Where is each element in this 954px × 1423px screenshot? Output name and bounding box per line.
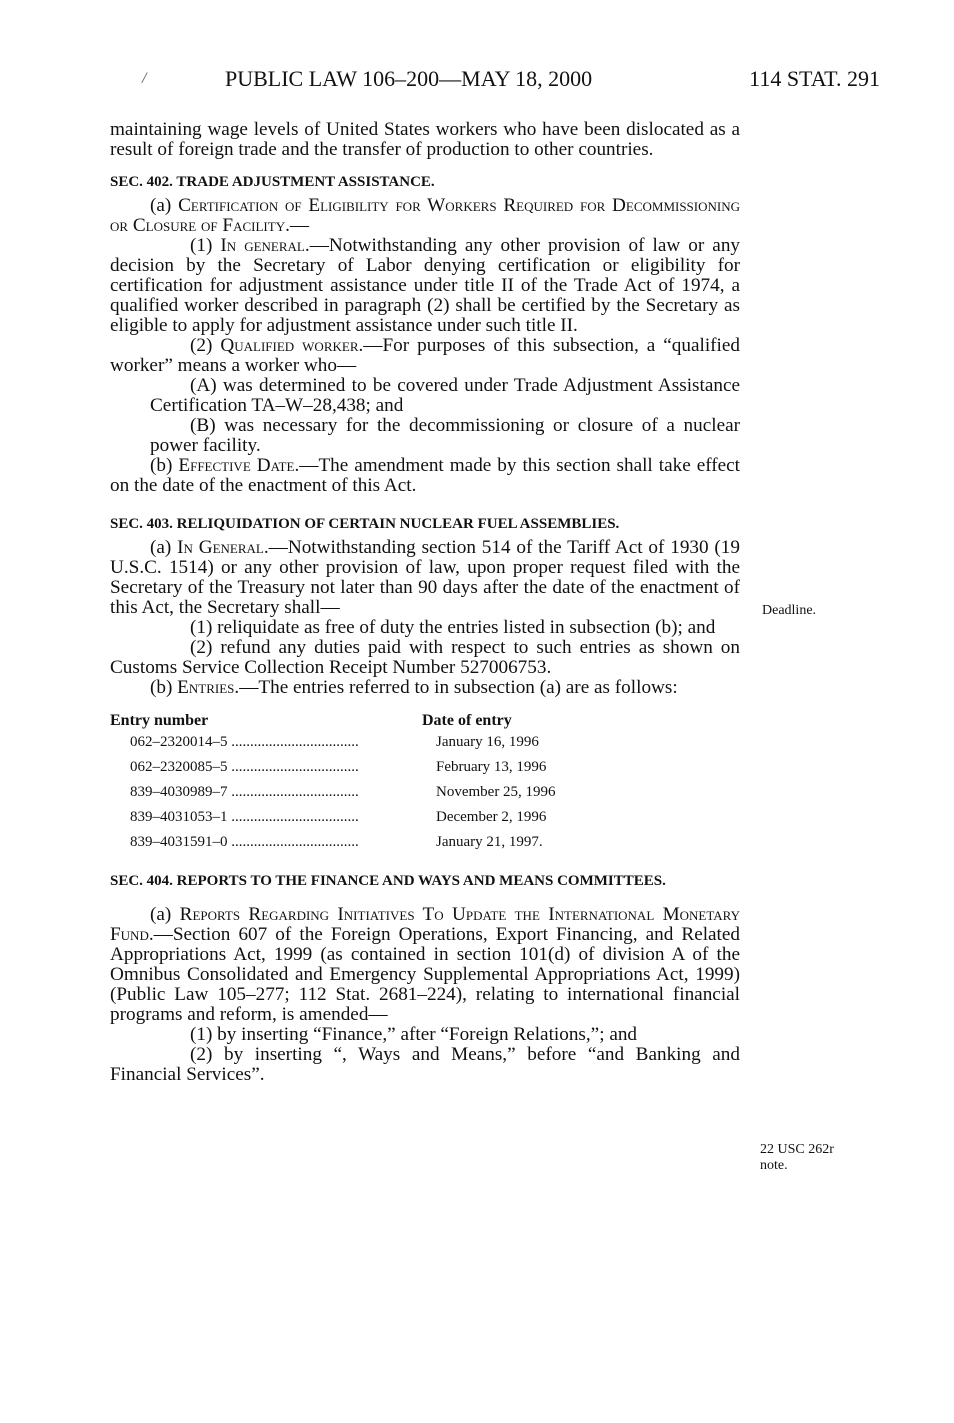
entry-date: November 25, 1996: [436, 784, 556, 800]
entry-number: 062–2320014–5: [130, 734, 228, 750]
sec-404-a-2: (2) by inserting “, Ways and Means,” before “and Banking and Financial Services”.: [110, 1044, 740, 1085]
entry-date: January 21, 1997.: [436, 834, 543, 850]
entry-number: 062–2320085–5: [130, 759, 228, 775]
sec-404-heading: SEC. 404. REPORTS TO THE FINANCE AND WAYS AND MEANS COMMITTEES.: [110, 873, 666, 889]
table-row: [110, 730, 740, 755]
sec-403-heading: SEC. 403. RELIQUIDATION OF CERTAIN NUCLEAR FUEL ASSEMBLIES.: [110, 516, 620, 532]
dot-leader: ..................................: [231, 734, 359, 750]
sec-404-a-1: (1) by inserting “Finance,” after “Foreign Relations,”; and: [190, 1024, 638, 1045]
dot-leader: ..................................: [231, 759, 359, 775]
entries-table: [110, 712, 740, 855]
sec-403-b: (b) Entries.—The entries referred to in subsection (a) are as follows:: [150, 677, 678, 698]
table-row: [110, 755, 740, 780]
column-header-date-of-entry: Date of entry: [422, 712, 512, 729]
column-header-entry-number: Entry number: [110, 712, 209, 729]
sec-403-a-1: (1) reliquidate as free of duty the entries listed in subsection (b); and: [190, 617, 716, 638]
sec-402-a-2-A: (A) was determined to be covered under Trade Adjustment Assistance Certification TA–W–28,438; and: [150, 375, 740, 416]
margin-note-usc-line1: 22 USC 262r: [760, 1142, 834, 1157]
table-row: [110, 805, 740, 830]
header-title: PUBLIC LAW 106–200—MAY 18, 2000: [225, 66, 593, 91]
entry-number: 839–4031591–0: [130, 834, 228, 850]
dot-leader: ..................................: [231, 809, 359, 825]
margin-note-usc-line2: note.: [760, 1158, 788, 1173]
sec-402-a: (a) Certification of Eligibility for Workers Required for Decommissioning or Closure of Facility.—: [110, 195, 741, 236]
sec-402-a-2-B: (B) was necessary for the decommissioning or closure of a nuclear power facility.: [150, 415, 740, 456]
entries-table-header: [110, 712, 740, 730]
table-row: [110, 830, 740, 855]
sec-402-a-1: (1) In general.—Notwithstanding any other provision of law or any decision by the Secretary of Labor denying certification or eligibility for certification for adjustment assistance under title II of the Trade Act of 1974, a qualified worker described in paragraph (2) shall be certified by the Secretary as eligible to apply for adjustment assistance under such title II.: [110, 235, 741, 336]
sec-403-a: (a) In General.—Notwithstanding section 514 of the Tariff Act of 1930 (19 U.S.C. 1514) or any other provision of law, upon proper request filed with the Secretary of the Treasury not later than 90 days after the date of the enactment of this Act, the Secretary shall—: [110, 537, 740, 618]
sec-402-a-2: (2) Qualified worker.—For purposes of this subsection, a “qualified worker” means a worker who—: [110, 335, 741, 376]
running-header: [0, 66, 954, 96]
dot-leader: ..................................: [231, 834, 359, 850]
entry-number: 839–4031053–1: [130, 809, 228, 825]
sec-403-a-2: (2) refund any duties paid with respect to such entries as shown on Customs Service Collection Receipt Number 527006753.: [110, 637, 740, 678]
sec-404-a: (a) Reports Regarding Initiatives To Update the International Monetary Fund.—Section 607 of the Foreign Operations, Export Financing, and Related Appropriations Act, 1999 (as contained in section 101(d) of division A of the Omnibus Consolidated and Emergency Supplemental Appropriations Act, 1999) (Public Law 105–277; 112 Stat. 2681–224), relating to international financial programs and reform, is amended—: [110, 904, 741, 1025]
table-row: [110, 780, 740, 805]
header-mark: /: [142, 70, 147, 87]
dot-leader: ..................................: [231, 784, 359, 800]
body-text: [110, 120, 740, 1085]
intro-paragraph: maintaining wage levels of United States workers who have been dislocated as a result of foreign trade and the transfer of production to other countries.: [110, 119, 740, 160]
sec-402-b: (b) Effective Date.—The amendment made by this section shall take effect on the date of the enactment of this Act.: [110, 455, 741, 496]
header-stat-page: 114 STAT. 291: [749, 66, 880, 91]
entry-date: December 2, 1996: [436, 809, 547, 825]
entry-date: January 16, 1996: [436, 734, 539, 750]
entry-number: 839–4030989–7: [130, 784, 228, 800]
margin-note-deadline: Deadline.: [762, 603, 817, 618]
margin-note-usc: [760, 1142, 834, 1174]
entry-date: February 13, 1996: [436, 759, 547, 775]
sec-402-heading: SEC. 402. TRADE ADJUSTMENT ASSISTANCE.: [110, 174, 435, 190]
